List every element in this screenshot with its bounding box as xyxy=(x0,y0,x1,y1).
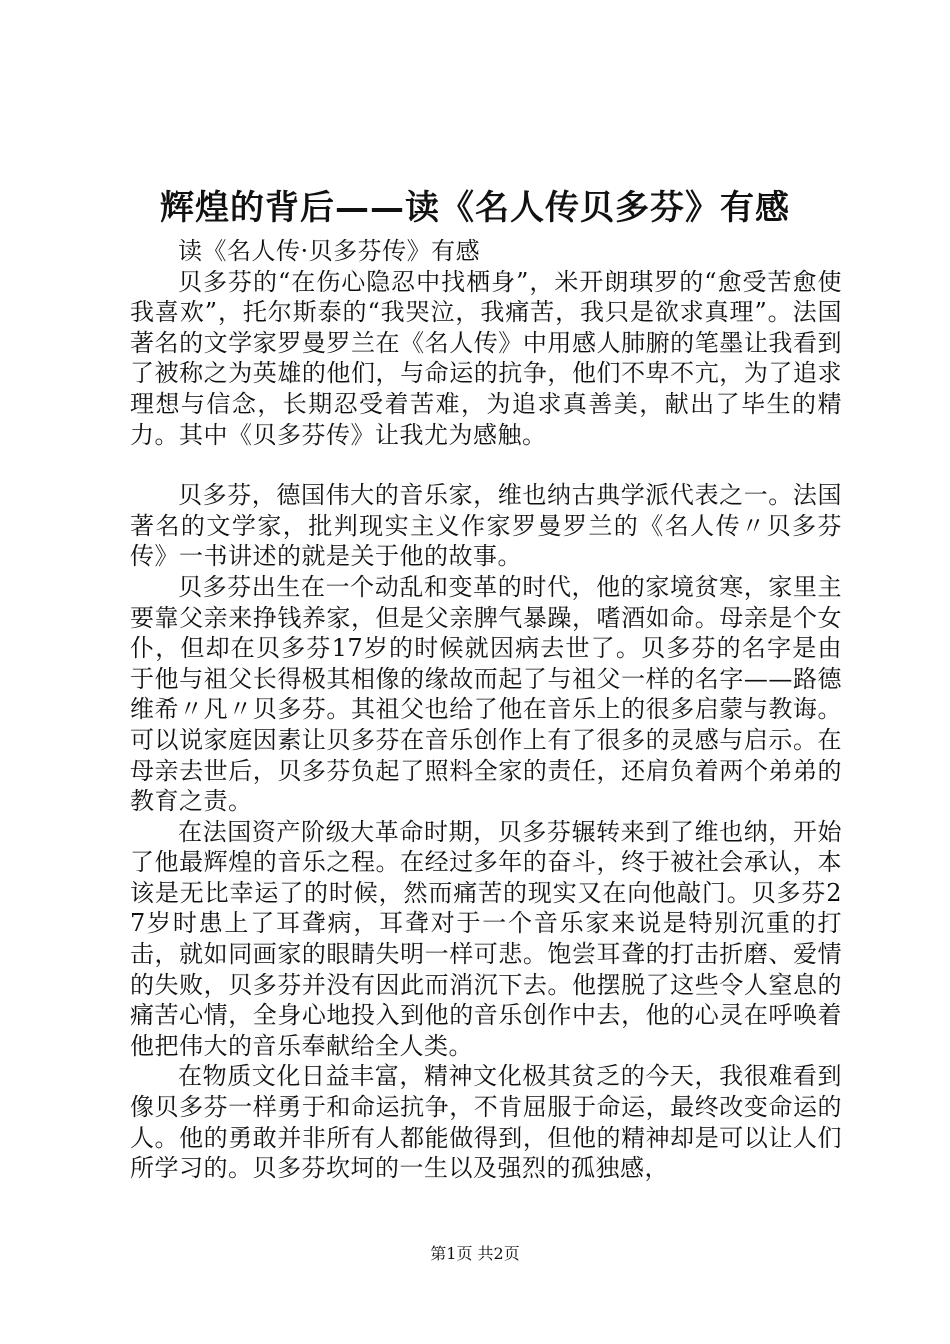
paragraph-childhood: 贝多芬出生在一个动乱和变革的时代，他的家境贫寒，家里主要靠父亲来挣钱养家，但是父亲脾气暴躁，嗜酒如命。母亲是个女仆，但却在贝多芬17岁的时候就因病去世了。贝多芬的名字是由于他与祖父长得极其相像的缘故而起了与祖父一样的名字——路德维希〃凡〃贝多芬。其祖父也给了他在音乐上的很多启蒙与教诲。可以说家庭因素让贝多芬在音乐创作上有了很多的灵感与启示。在母亲去世后，贝多芬负起了照料全家的责任，还肩负着两个弟弟的教育之责。 xyxy=(130,572,842,816)
paragraph-reflection: 在物质文化日益丰富，精神文化极其贫乏的今天，我很难看到像贝多芬一样勇于和命运抗争，不肯屈服于命运，最终改变命运的人。他的勇敢并非所有人都能做得到，但他的精神却是可以让人们所学习的。贝多芬坎坷的一生以及强烈的孤独感， xyxy=(130,1062,842,1183)
paragraph-vienna: 在法国资产阶级大革命时期，贝多芬辗转来到了维也纳，开始了他最辉煌的音乐之程。在经过多年的奋斗，终于被社会承认，本该是无比幸运了的时候，然而痛苦的现实又在向他敲门。贝多芬27岁时患上了耳聋病，耳聋对于一个音乐家来说是特别沉重的打击，就如同画家的眼睛失明一样可悲。饱尝耳聋的打击折磨、爱情的失败，贝多芬并没有因此而消沉下去。他摆脱了这些令人窒息的痛苦心情，全身心地投入到他的音乐创作中去，他的心灵在呼唤着他把伟大的音乐奉献给全人类。 xyxy=(130,817,842,1060)
document-subtitle: 读《名人传·贝多芬传》有感 xyxy=(178,237,481,265)
paragraph-intro: 贝多芬的“在伤心隐忍中找栖身”，米开朗琪罗的“愈受苦愈使我喜欢”，托尔斯泰的“我哭泣，我痛苦，我只是欲求真理”。法国著名的文学家罗曼罗兰在《名人传》中用感人肺腑的笔墨让我看到了被称之为英雄的他们，与命运的抗争，他们不卑不亢，为了追求理想与信念，长期忍受着苦难，为追求真善美，献出了毕生的精力。其中《贝多芬传》让我尤为感触。 xyxy=(130,267,842,449)
page-footer: 第1页 共2页 xyxy=(430,1244,520,1263)
document-body xyxy=(130,236,842,1184)
paragraph-beethoven-intro: 贝多芬，德国伟大的音乐家，维也纳古典学派代表之一。法国著名的文学家，批判现实主义作家罗曼罗兰的《名人传〃贝多芬传》一书讲述的就是关于他的故事。 xyxy=(130,481,842,571)
document-title: 辉煌的背后——读《名人传贝多芬》有感 xyxy=(160,188,790,228)
